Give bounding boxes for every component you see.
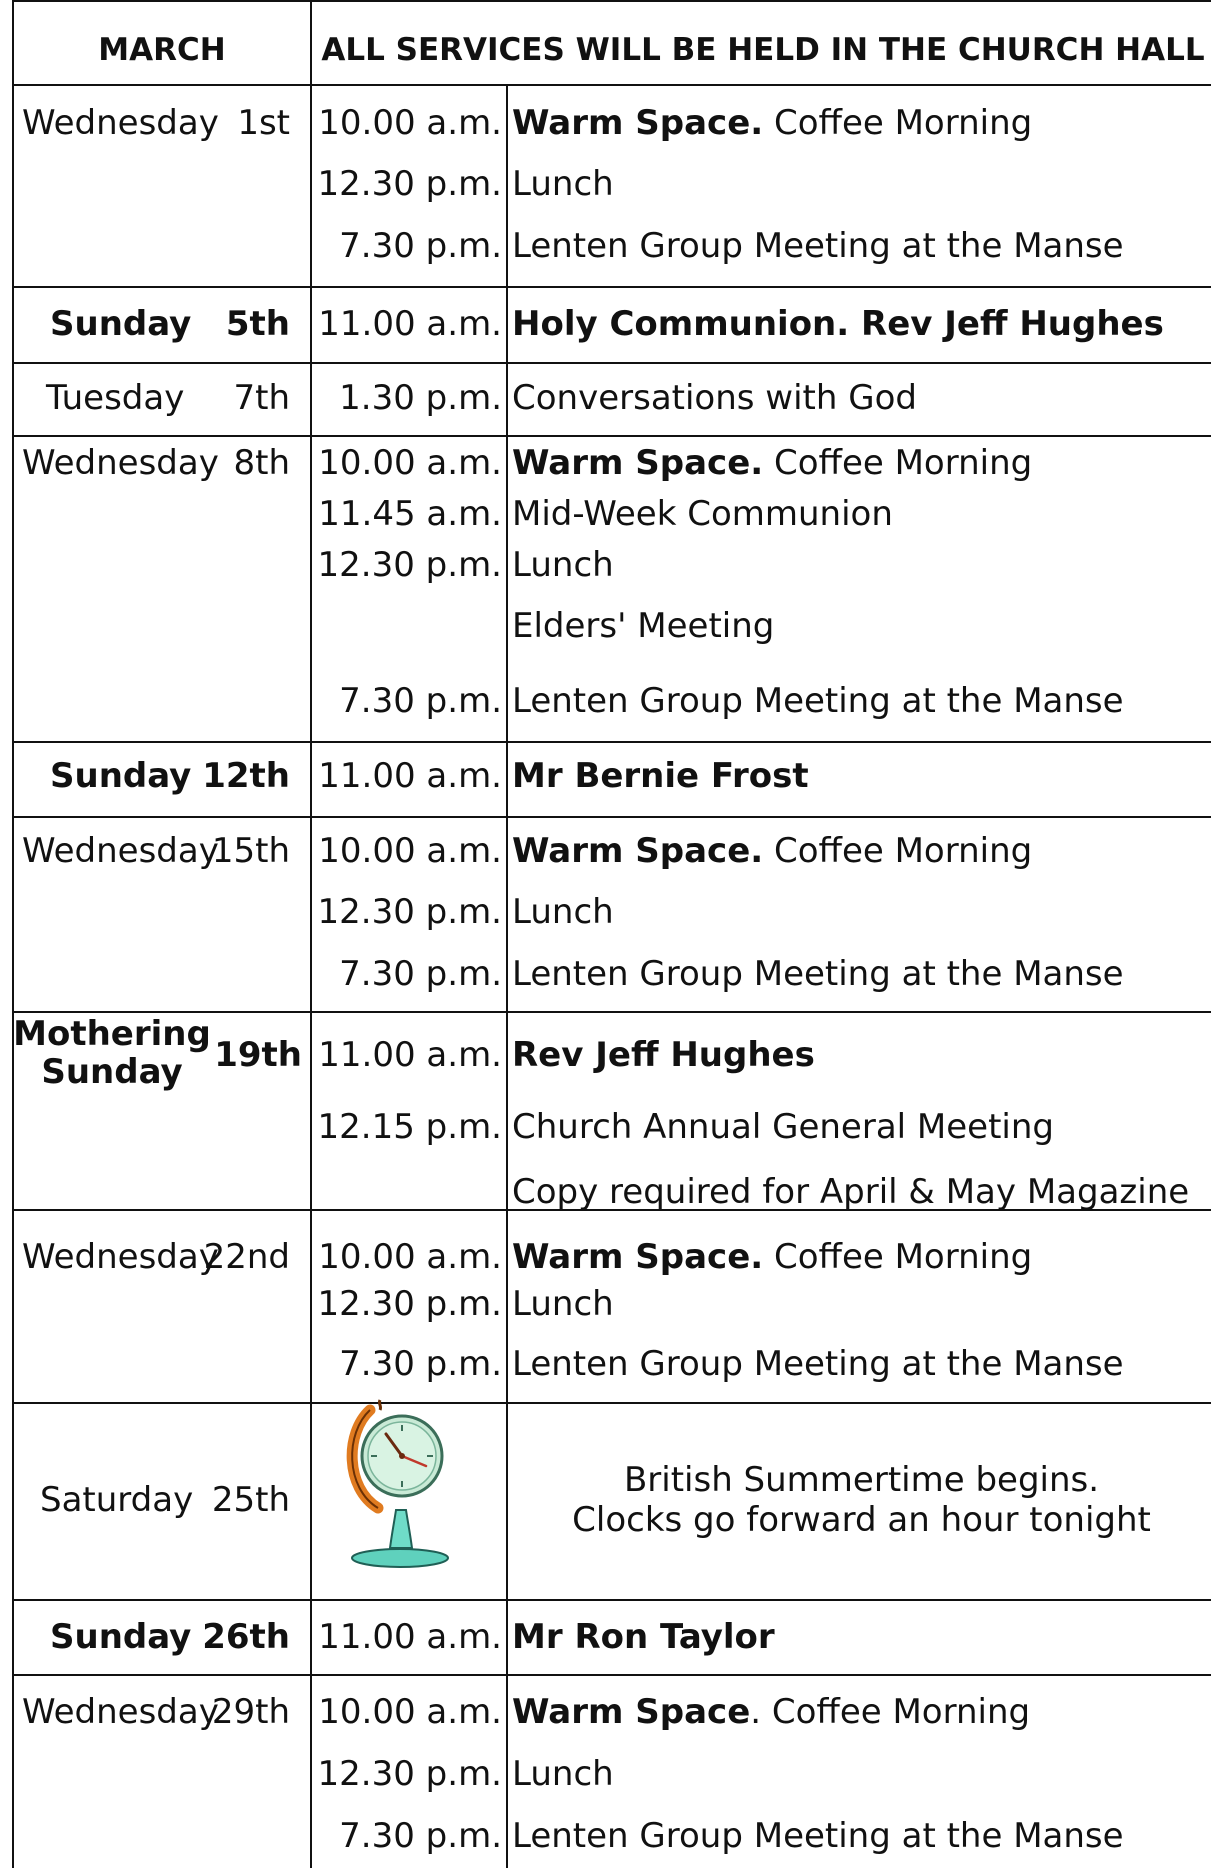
event-detail: Lunch — [512, 545, 614, 585]
event-time: 10.00 a.m. — [318, 831, 502, 871]
day-name: Saturday — [40, 1480, 194, 1520]
day-date: 1st — [237, 103, 290, 143]
venue-notice: ALL SERVICES WILL BE HELD IN THE CHURCH HALL — [321, 32, 1205, 68]
event-detail: . Coffee Morning — [750, 1692, 1031, 1732]
event-title: Mr Bernie Frost — [512, 756, 809, 796]
event-detail: Lenten Group Meeting at the Manse — [512, 681, 1124, 721]
day-name-line: Mothering — [13, 1014, 211, 1054]
event-time: 12.30 p.m. — [317, 1754, 502, 1794]
event-time: 12.15 p.m. — [317, 1107, 502, 1147]
event-time: 7.30 p.m. — [339, 954, 502, 994]
day-name: Wednesday — [22, 443, 219, 483]
row-divider — [12, 816, 1211, 818]
event-time: 7.30 p.m. — [339, 1816, 502, 1856]
row-divider — [12, 1402, 1211, 1404]
day-name: Wednesday — [22, 1692, 219, 1732]
event-time: 11.45 a.m. — [318, 494, 502, 534]
event-text — [512, 443, 1032, 483]
day-name: Sunday — [50, 756, 192, 796]
row-divider — [12, 0, 1211, 2]
notice-line: British Summertime begins. — [623, 1460, 1100, 1500]
day-date: 8th — [233, 443, 290, 483]
day-date: 25th — [211, 1480, 290, 1520]
notice-line: Clocks go forward an hour tonight — [572, 1500, 1151, 1540]
event-text — [512, 1692, 1030, 1732]
event-time: 11.00 a.m. — [318, 756, 502, 796]
day-date: 26th — [202, 1617, 290, 1657]
row-divider — [12, 1599, 1211, 1601]
day-date: 7th — [233, 378, 290, 418]
month-heading: MARCH — [98, 32, 226, 68]
row-divider — [12, 1011, 1211, 1013]
event-time: 10.00 a.m. — [318, 443, 502, 483]
event-time: 7.30 p.m. — [339, 226, 502, 266]
event-text — [512, 103, 1032, 143]
day-date: 29th — [211, 1692, 290, 1732]
event-text — [512, 831, 1032, 871]
event-title: Mr Ron Taylor — [512, 1617, 775, 1657]
day-name: Wednesday — [22, 831, 219, 871]
event-title: Holy Communion. Rev Jeff Hughes — [512, 304, 1164, 344]
event-detail: Lunch — [512, 892, 614, 932]
day-name: Wednesday — [22, 103, 219, 143]
day-name-line: Sunday — [41, 1052, 183, 1092]
event-detail: Mid-Week Communion — [512, 494, 893, 534]
day-name — [12, 1015, 212, 1091]
event-time: 1.30 p.m. — [339, 378, 502, 418]
day-date: 12th — [202, 756, 290, 796]
row-divider — [12, 84, 1211, 86]
event-time: 12.30 p.m. — [317, 545, 502, 585]
outer-left-border — [12, 0, 14, 1868]
event-detail: Coffee Morning — [763, 103, 1033, 143]
day-name: Sunday — [50, 1617, 192, 1657]
event-time: 11.00 a.m. — [318, 1035, 502, 1075]
event-time: 12.30 p.m. — [317, 1284, 502, 1324]
day-date: 15th — [211, 831, 290, 871]
event-time: 12.30 p.m. — [317, 164, 502, 204]
event-time: 12.30 p.m. — [317, 892, 502, 932]
row-divider — [12, 435, 1211, 437]
day-date: 5th — [225, 304, 290, 344]
day-column-divider — [310, 0, 312, 1868]
event-detail: Elders' Meeting — [512, 606, 775, 646]
event-title: Warm Space. — [512, 1237, 764, 1277]
event-text — [512, 1237, 1032, 1277]
event-time: 11.00 a.m. — [318, 304, 502, 344]
event-time: 10.00 a.m. — [318, 1237, 502, 1277]
event-detail: Lunch — [512, 164, 614, 204]
day-name: Sunday — [50, 304, 192, 344]
event-detail: Coffee Morning — [763, 443, 1033, 483]
row-divider — [12, 1674, 1211, 1676]
day-name: Tuesday — [46, 378, 185, 418]
row-divider — [12, 741, 1211, 743]
globe-clock-icon — [340, 1398, 460, 1568]
event-title: Warm Space — [512, 1692, 751, 1732]
event-title: Warm Space. — [512, 443, 764, 483]
event-detail: Lenten Group Meeting at the Manse — [512, 1344, 1124, 1384]
event-time: 10.00 a.m. — [318, 103, 502, 143]
event-detail: Conversations with God — [512, 378, 917, 418]
event-detail: Lenten Group Meeting at the Manse — [512, 1816, 1124, 1856]
event-detail: Lenten Group Meeting at the Manse — [512, 226, 1124, 266]
schedule-grid — [12, 0, 1211, 1868]
event-title: Warm Space. — [512, 831, 764, 871]
event-title: Warm Space. — [512, 103, 764, 143]
row-divider — [12, 362, 1211, 364]
day-name: Wednesday — [22, 1237, 219, 1277]
notice-text — [512, 1460, 1211, 1540]
event-detail: Copy required for April & May Magazine — [512, 1172, 1190, 1212]
day-date: 22nd — [203, 1237, 290, 1277]
event-title: Rev Jeff Hughes — [512, 1035, 815, 1075]
event-detail: Coffee Morning — [763, 1237, 1033, 1277]
day-date: 19th — [214, 1035, 302, 1075]
event-detail: Lunch — [512, 1284, 614, 1324]
event-time: 7.30 p.m. — [339, 681, 502, 721]
event-detail: Lunch — [512, 1754, 614, 1794]
event-time: 10.00 a.m. — [318, 1692, 502, 1732]
event-time: 7.30 p.m. — [339, 1344, 502, 1384]
row-divider — [12, 286, 1211, 288]
event-detail: Lenten Group Meeting at the Manse — [512, 954, 1124, 994]
event-detail: Coffee Morning — [763, 831, 1033, 871]
event-time: 11.00 a.m. — [318, 1617, 502, 1657]
event-detail: Church Annual General Meeting — [512, 1107, 1054, 1147]
